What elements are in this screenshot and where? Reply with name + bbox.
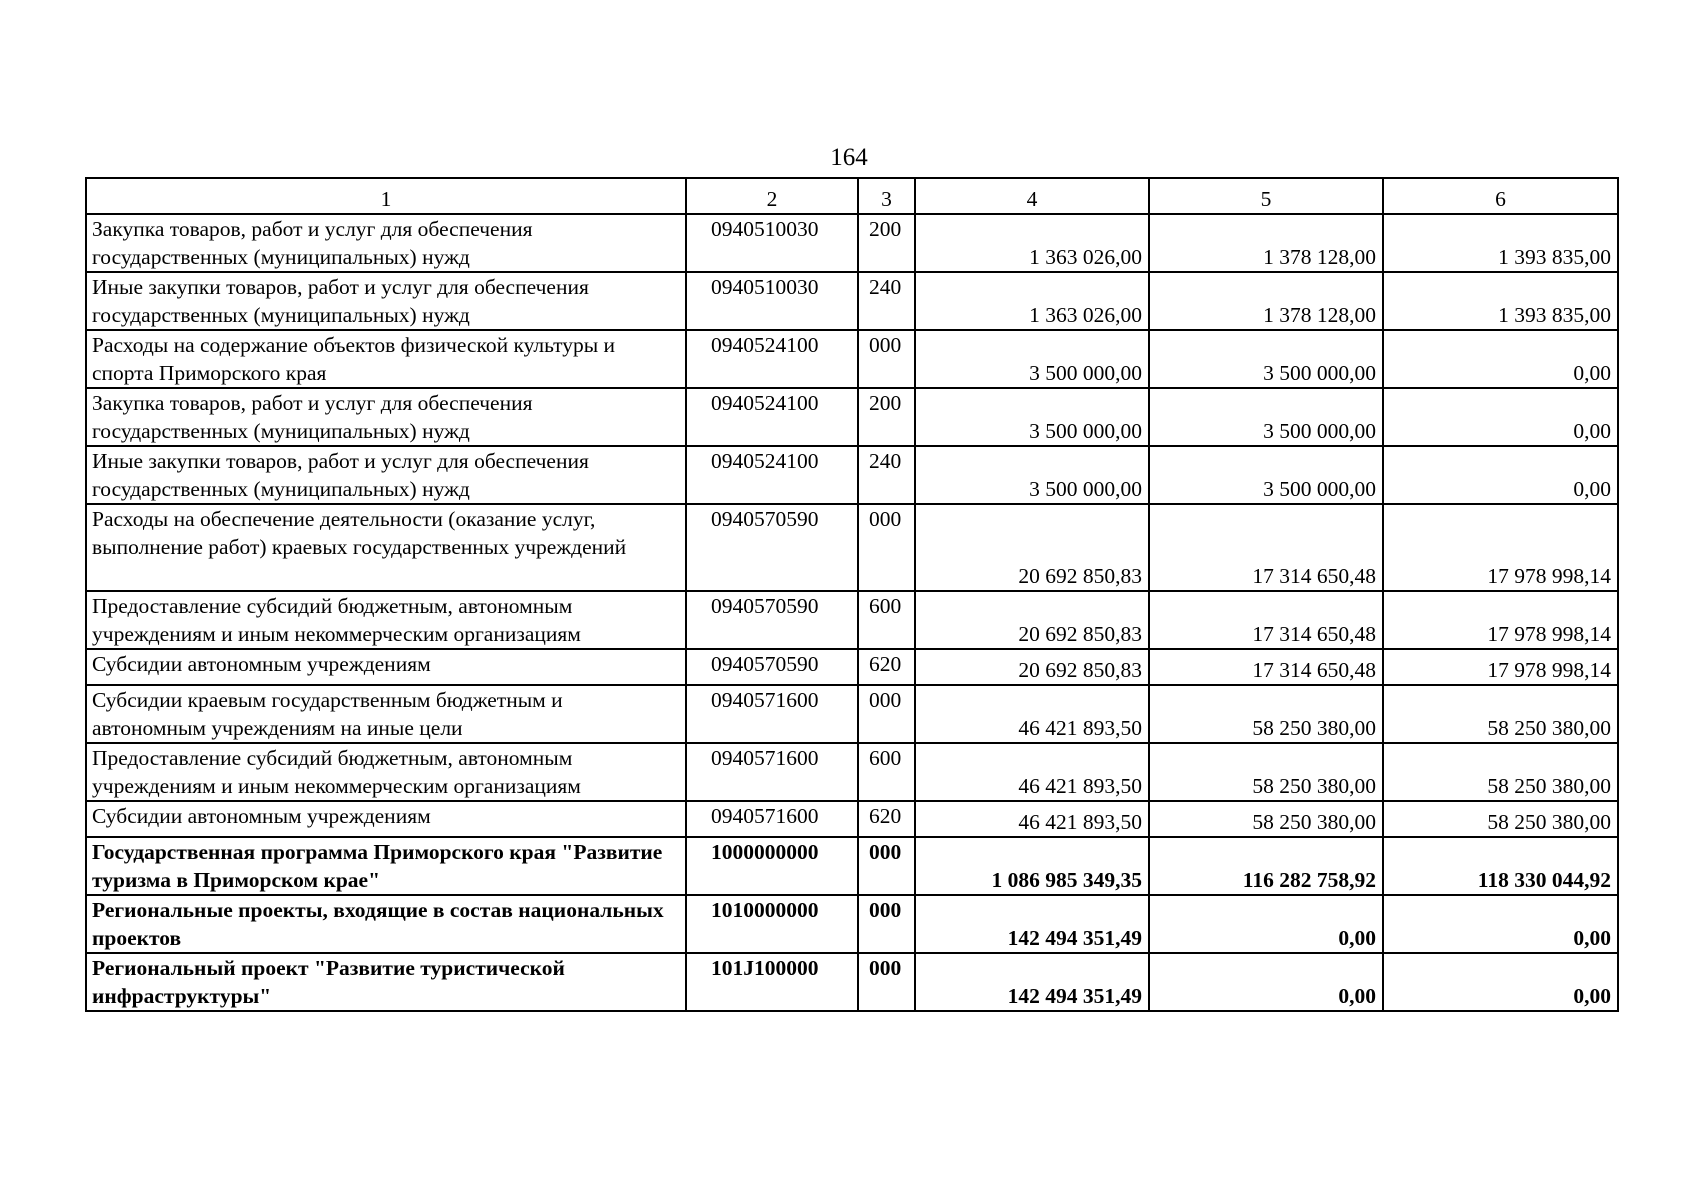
row-value-col6: 0,00 — [1383, 330, 1618, 388]
row-name: Предоставление субсидий бюджетным, автономным учреждениям и иным некоммерческим организациям — [86, 591, 686, 649]
row-target-code: 0940571600 — [686, 801, 858, 837]
row-name: Расходы на содержание объектов физической культуры и спорта Приморского края — [86, 330, 686, 388]
table-row — [86, 272, 1618, 330]
table-row — [86, 953, 1618, 1011]
row-value-col4: 142 494 351,49 — [915, 895, 1149, 953]
row-expense-type: 240 — [858, 272, 915, 330]
table-row — [86, 446, 1618, 504]
row-expense-type: 620 — [858, 801, 915, 837]
row-name: Предоставление субсидий бюджетным, автономным учреждениям и иным некоммерческим организациям — [86, 743, 686, 801]
row-value-col6: 58 250 380,00 — [1383, 743, 1618, 801]
row-name: Региональные проекты, входящие в состав национальных проектов — [86, 895, 686, 953]
row-expense-type: 620 — [858, 649, 915, 685]
row-target-code: 0940571600 — [686, 685, 858, 743]
row-value-col6: 17 978 998,14 — [1383, 504, 1618, 591]
row-value-col5: 116 282 758,92 — [1149, 837, 1383, 895]
row-value-col6: 118 330 044,92 — [1383, 837, 1618, 895]
row-value-col4: 1 363 026,00 — [915, 214, 1149, 272]
row-value-col5: 17 314 650,48 — [1149, 591, 1383, 649]
row-value-col5: 3 500 000,00 — [1149, 330, 1383, 388]
row-target-code: 0940524100 — [686, 446, 858, 504]
table-row — [86, 895, 1618, 953]
row-name: Расходы на обеспечение деятельности (оказание услуг, выполнение работ) краевых государственных учреждений — [86, 504, 686, 591]
row-target-code: 101J100000 — [686, 953, 858, 1011]
row-value-col4: 1 086 985 349,35 — [915, 837, 1149, 895]
row-expense-type: 000 — [858, 953, 915, 1011]
row-target-code: 0940571600 — [686, 743, 858, 801]
table-row — [86, 330, 1618, 388]
table-header-row — [86, 178, 1618, 214]
table-row — [86, 388, 1618, 446]
row-expense-type: 200 — [858, 214, 915, 272]
row-value-col5: 17 314 650,48 — [1149, 649, 1383, 685]
row-value-col6: 1 393 835,00 — [1383, 272, 1618, 330]
row-value-col4: 3 500 000,00 — [915, 330, 1149, 388]
row-value-col5: 1 378 128,00 — [1149, 214, 1383, 272]
row-value-col5: 3 500 000,00 — [1149, 388, 1383, 446]
row-value-col6: 58 250 380,00 — [1383, 685, 1618, 743]
table-row — [86, 649, 1618, 685]
row-target-code: 1010000000 — [686, 895, 858, 953]
row-target-code: 0940570590 — [686, 504, 858, 591]
row-value-col6: 1 393 835,00 — [1383, 214, 1618, 272]
row-value-col5: 17 314 650,48 — [1149, 504, 1383, 591]
column-header: 1 — [86, 178, 686, 214]
row-name: Закупка товаров, работ и услуг для обеспечения государственных (муниципальных) нужд — [86, 388, 686, 446]
row-value-col6: 17 978 998,14 — [1383, 591, 1618, 649]
row-value-col4: 20 692 850,83 — [915, 649, 1149, 685]
row-target-code: 0940524100 — [686, 388, 858, 446]
budget-table — [85, 177, 1619, 1012]
row-expense-type: 000 — [858, 685, 915, 743]
row-value-col5: 1 378 128,00 — [1149, 272, 1383, 330]
table-row — [86, 685, 1618, 743]
row-name: Субсидии автономным учреждениям — [86, 649, 686, 685]
table-row — [86, 214, 1618, 272]
row-value-col4: 46 421 893,50 — [915, 743, 1149, 801]
table-row — [86, 837, 1618, 895]
row-expense-type: 600 — [858, 743, 915, 801]
row-value-col5: 58 250 380,00 — [1149, 743, 1383, 801]
row-value-col4: 46 421 893,50 — [915, 801, 1149, 837]
column-header: 5 — [1149, 178, 1383, 214]
table-row — [86, 743, 1618, 801]
row-value-col6: 0,00 — [1383, 388, 1618, 446]
row-value-col4: 20 692 850,83 — [915, 591, 1149, 649]
row-target-code: 1000000000 — [686, 837, 858, 895]
row-expense-type: 600 — [858, 591, 915, 649]
row-expense-type: 000 — [858, 330, 915, 388]
row-value-col5: 58 250 380,00 — [1149, 801, 1383, 837]
row-expense-type: 000 — [858, 504, 915, 591]
row-value-col5: 0,00 — [1149, 895, 1383, 953]
table-row — [86, 801, 1618, 837]
row-name: Иные закупки товаров, работ и услуг для обеспечения государственных (муниципальных) нужд — [86, 272, 686, 330]
column-header: 2 — [686, 178, 858, 214]
row-name: Региональный проект "Развитие туристической инфраструктуры" — [86, 953, 686, 1011]
column-header: 4 — [915, 178, 1149, 214]
column-header: 6 — [1383, 178, 1618, 214]
table-row — [86, 504, 1618, 591]
row-name: Государственная программа Приморского края "Развитие туризма в Приморском крае" — [86, 837, 686, 895]
table-row — [86, 591, 1618, 649]
row-expense-type: 200 — [858, 388, 915, 446]
row-target-code: 0940570590 — [686, 591, 858, 649]
row-value-col4: 20 692 850,83 — [915, 504, 1149, 591]
row-value-col4: 3 500 000,00 — [915, 446, 1149, 504]
row-value-col5: 3 500 000,00 — [1149, 446, 1383, 504]
row-expense-type: 000 — [858, 895, 915, 953]
row-value-col6: 17 978 998,14 — [1383, 649, 1618, 685]
row-value-col5: 58 250 380,00 — [1149, 685, 1383, 743]
row-value-col5: 0,00 — [1149, 953, 1383, 1011]
row-target-code: 0940524100 — [686, 330, 858, 388]
row-value-col4: 3 500 000,00 — [915, 388, 1149, 446]
row-expense-type: 000 — [858, 837, 915, 895]
row-value-col4: 142 494 351,49 — [915, 953, 1149, 1011]
row-name: Иные закупки товаров, работ и услуг для обеспечения государственных (муниципальных) нужд — [86, 446, 686, 504]
page-number: 164 — [830, 144, 868, 171]
row-value-col6: 0,00 — [1383, 895, 1618, 953]
row-name: Субсидии краевым государственным бюджетным и автономным учреждениям на иные цели — [86, 685, 686, 743]
row-name: Закупка товаров, работ и услуг для обеспечения государственных (муниципальных) нужд — [86, 214, 686, 272]
row-target-code: 0940570590 — [686, 649, 858, 685]
row-target-code: 0940510030 — [686, 214, 858, 272]
row-value-col4: 1 363 026,00 — [915, 272, 1149, 330]
row-value-col4: 46 421 893,50 — [915, 685, 1149, 743]
column-header: 3 — [858, 178, 915, 214]
row-target-code: 0940510030 — [686, 272, 858, 330]
row-expense-type: 240 — [858, 446, 915, 504]
row-value-col6: 0,00 — [1383, 953, 1618, 1011]
row-value-col6: 58 250 380,00 — [1383, 801, 1618, 837]
row-value-col6: 0,00 — [1383, 446, 1618, 504]
row-name: Субсидии автономным учреждениям — [86, 801, 686, 837]
